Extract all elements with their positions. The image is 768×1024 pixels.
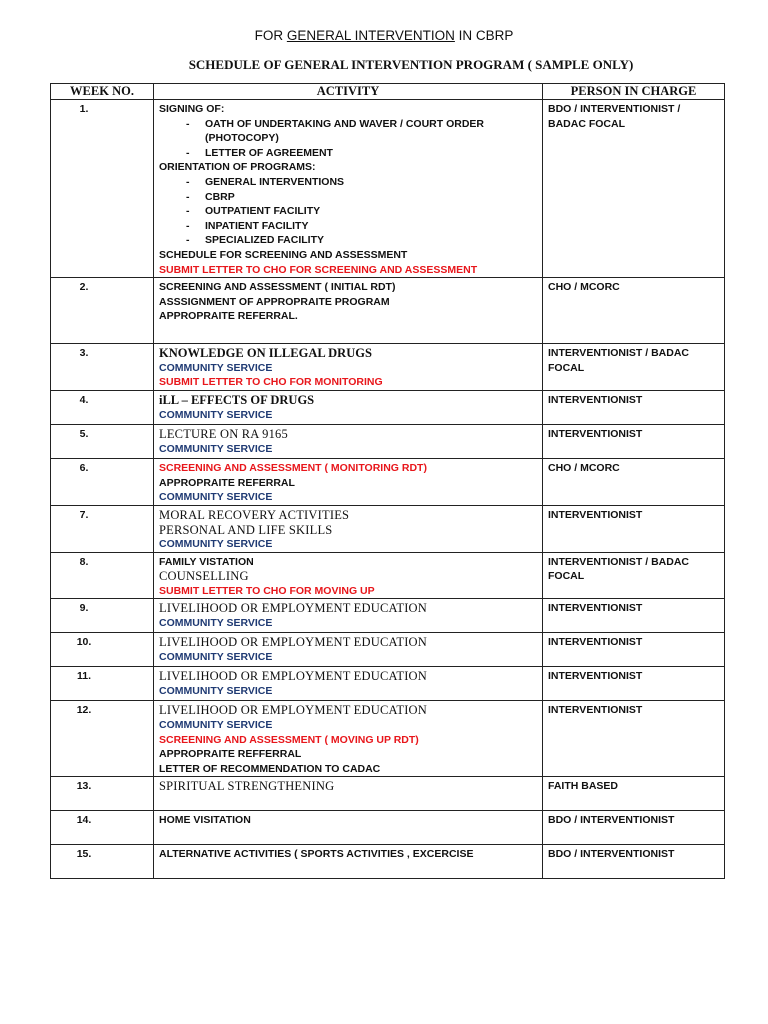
table-row	[51, 701, 725, 777]
week-cell: 1.	[51, 100, 154, 278]
week-cell: 15.	[51, 845, 154, 879]
week-cell: 4.	[51, 391, 154, 425]
table-row	[51, 425, 725, 459]
person-cell: INTERVENTIONIST / BADAC FOCAL	[543, 344, 725, 391]
activity-cell: LIVELIHOOD OR EMPLOYMENT EDUCATION COMMUNITY SERVICE SCREENING AND ASSESSMENT ( MOVING UP RDT) APPROPRAITE REFFERRAL LETTER OF RECOMMENDATION TO CADAC	[154, 701, 543, 777]
person-cell: BDO / INTERVENTIONIST	[543, 845, 725, 879]
week-cell: 11.	[51, 667, 154, 701]
week-cell: 13.	[51, 777, 154, 811]
document-title	[0, 28, 768, 43]
person-cell: INTERVENTIONIST	[543, 667, 725, 701]
table-row	[51, 777, 725, 811]
week-cell: 7.	[51, 505, 154, 552]
table-row	[51, 391, 725, 425]
header-activity: ACTIVITY	[154, 84, 543, 100]
person-cell: FAITH BASED	[543, 777, 725, 811]
activity-cell: LIVELIHOOD OR EMPLOYMENT EDUCATION COMMUNITY SERVICE	[154, 633, 543, 667]
person-cell: CHO / MCORC	[543, 278, 725, 344]
activity-cell: KNOWLEDGE ON ILLEGAL DRUGS COMMUNITY SERVICE SUBMIT LETTER TO CHO FOR MONITORING	[154, 344, 543, 391]
person-cell: BDO / INTERVENTIONIST / BADAC FOCAL	[543, 100, 725, 278]
week-cell: 6.	[51, 459, 154, 506]
activity-cell: SIGNING OF: - OATH OF UNDERTAKING AND WAVER / COURT ORDER (PHOTOCOPY) - LETTER OF AGREEMENT ORIENTATION OF PROGRAMS: - GENERAL INTERVENTIONS - CBRP - OUTPATIENT FACILITY - INPATIENT FACILITY - SPECIALIZED FACILITY SCHEDULE FOR SCREENING AND ASSESSMENT SUBMIT LETTER TO CHO FOR SCREENING AND ASSESSMENT	[154, 100, 543, 278]
activity-cell: HOME VISITATION	[154, 811, 543, 845]
activity-cell: ALTERNATIVE ACTIVITIES ( SPORTS ACTIVITIES , EXCERCISE	[154, 845, 543, 879]
table-row	[51, 344, 725, 391]
activity-cell: SCREENING AND ASSESSMENT ( INITIAL RDT) ASSSIGNMENT OF APPROPRAITE PROGRAM APPROPRAITE REFERRAL.	[154, 278, 543, 344]
week-cell: 8.	[51, 552, 154, 599]
activity-cell: MORAL RECOVERY ACTIVITIES PERSONAL AND LIFE SKILLS COMMUNITY SERVICE	[154, 505, 543, 552]
document-subtitle: SCHEDULE OF GENERAL INTERVENTION PROGRAM ( SAMPLE ONLY)	[188, 57, 634, 72]
person-cell: INTERVENTIONIST	[543, 391, 725, 425]
week-cell: 10.	[51, 633, 154, 667]
person-cell: INTERVENTIONIST	[543, 701, 725, 777]
table-header-row	[51, 84, 725, 100]
table-row	[51, 811, 725, 845]
title-suffix: IN CBRP	[454, 28, 514, 43]
person-cell: INTERVENTIONIST	[543, 599, 725, 633]
activity-cell: LIVELIHOOD OR EMPLOYMENT EDUCATION COMMUNITY SERVICE	[154, 667, 543, 701]
title-prefix: FOR	[254, 28, 287, 43]
week-cell: 12.	[51, 701, 154, 777]
table-row	[51, 845, 725, 879]
table-row	[51, 552, 725, 599]
person-cell: CHO / MCORC	[543, 459, 725, 506]
activity-cell: SCREENING AND ASSESSMENT ( MONITORING RDT) APPROPRAITE REFERRAL COMMUNITY SERVICE	[154, 459, 543, 506]
table-row	[51, 100, 725, 278]
header-person: PERSON IN CHARGE	[543, 84, 725, 100]
title-underlined: GENERAL INTERVENTION	[286, 28, 455, 43]
activity-cell: LECTURE ON RA 9165 COMMUNITY SERVICE	[154, 425, 543, 459]
week-cell: 3.	[51, 344, 154, 391]
week-cell: 5.	[51, 425, 154, 459]
schedule-table	[50, 83, 725, 879]
table-row	[51, 459, 725, 506]
table-row	[51, 505, 725, 552]
table-row	[51, 278, 725, 344]
activity-cell: FAMILY VISTATION COUNSELLING SUBMIT LETTER TO CHO FOR MOVING UP	[154, 552, 543, 599]
table-row	[51, 667, 725, 701]
person-cell: INTERVENTIONIST	[543, 505, 725, 552]
week-cell: 14.	[51, 811, 154, 845]
person-cell: INTERVENTIONIST / BADAC FOCAL	[543, 552, 725, 599]
activity-cell: LIVELIHOOD OR EMPLOYMENT EDUCATION COMMUNITY SERVICE	[154, 599, 543, 633]
person-cell: INTERVENTIONIST	[543, 633, 725, 667]
week-cell: 2.	[51, 278, 154, 344]
activity-cell: iLL – EFFECTS OF DRUGS COMMUNITY SERVICE	[154, 391, 543, 425]
person-cell: INTERVENTIONIST	[543, 425, 725, 459]
table-row	[51, 633, 725, 667]
person-cell: BDO / INTERVENTIONIST	[543, 811, 725, 845]
activity-cell: SPIRITUAL STRENGTHENING	[154, 777, 543, 811]
table-row	[51, 599, 725, 633]
week-cell: 9.	[51, 599, 154, 633]
header-week: WEEK NO.	[51, 84, 154, 100]
